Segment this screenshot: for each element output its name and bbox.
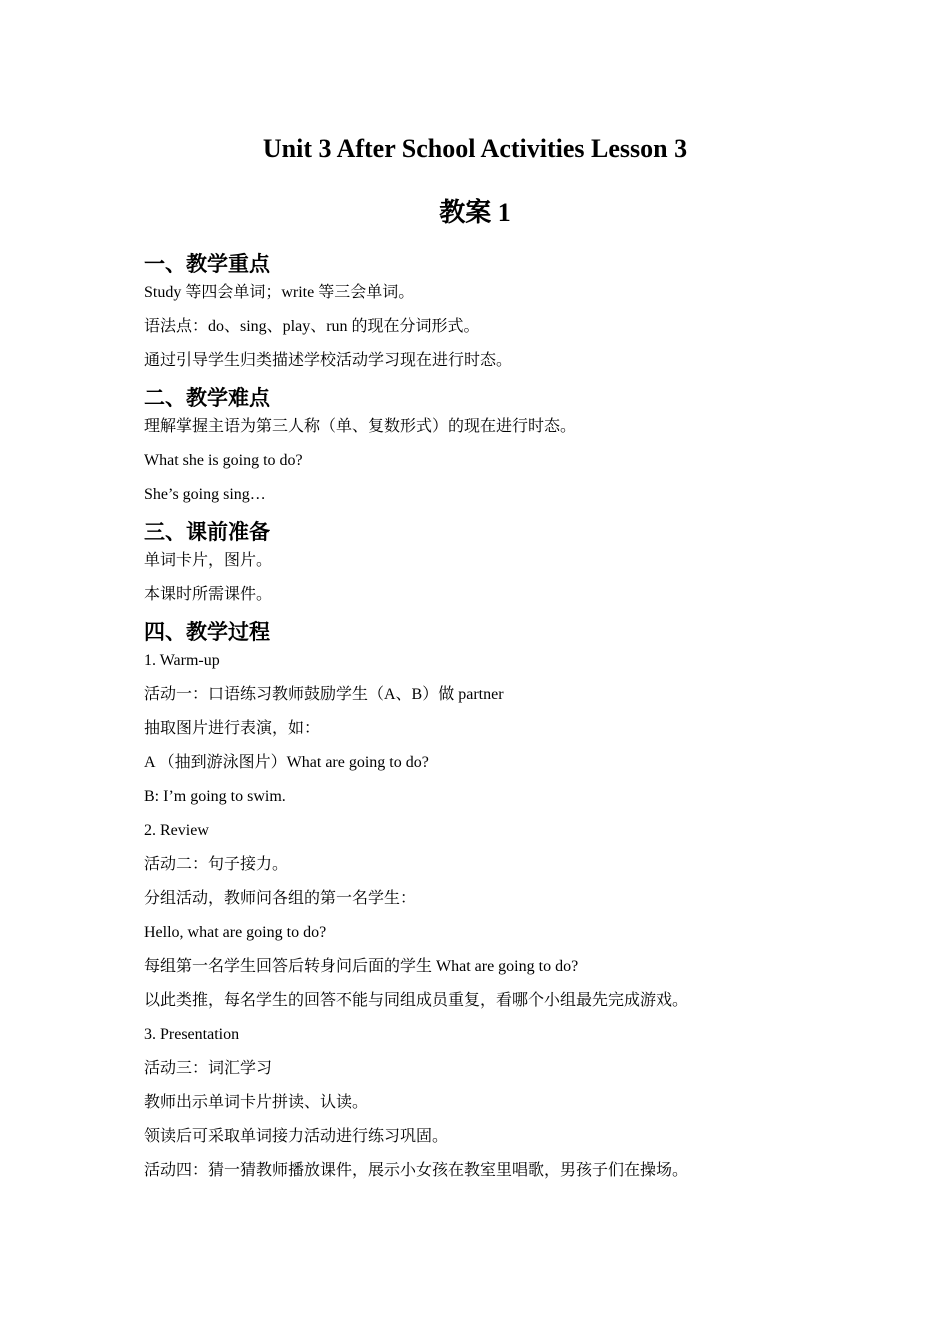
paragraph: 活动三：词汇学习: [144, 1060, 273, 1077]
paragraph: 活动二：句子接力。: [144, 856, 289, 873]
paragraph: A （抽到游泳图片）What are going to do?: [144, 754, 429, 771]
paragraph: She’s going sing…: [144, 486, 266, 503]
paragraph: B: I’m going to swim.: [144, 788, 286, 805]
section-preparation: [144, 518, 844, 606]
paragraph: 语法点：do、sing、play、run 的现在分词形式。: [144, 318, 480, 335]
section-teaching-focus: [144, 250, 844, 372]
document-title: Unit 3 After School Activities Lesson 3: [262, 134, 688, 163]
paragraph: 以此类推，每名学生的回答不能与同组成员重复，看哪个小组最先完成游戏。: [144, 992, 689, 1009]
paragraph: 理解掌握主语为第三人称（单、复数形式）的现在进行时态。: [144, 418, 577, 435]
section-teaching-process: [144, 618, 844, 1182]
paragraph: What she is going to do?: [144, 452, 303, 469]
document-subtitle: 教案 1: [439, 198, 511, 227]
paragraph: 每组第一名学生回答后转身问后面的学生 What are going to do?: [144, 958, 579, 975]
paragraph: 1. Warm-up: [144, 652, 220, 669]
paragraph: 3. Presentation: [144, 1026, 240, 1043]
section-heading: 四、教学过程: [144, 620, 270, 644]
section-heading: 三、课前准备: [144, 520, 270, 544]
paragraph: 本课时所需课件。: [144, 586, 273, 603]
document-body: [144, 250, 844, 1194]
paragraph: 分组活动，教师问各组的第一名学生：: [144, 890, 417, 907]
paragraph: 2. Review: [144, 822, 209, 839]
section-heading: 一、教学重点: [144, 252, 270, 276]
paragraph: 活动四：猜一猜教师播放课件，展示小女孩在教室里唱歌，男孩子们在操场。: [144, 1162, 689, 1179]
section-teaching-difficulty: [144, 384, 844, 506]
paragraph: 活动一：口语练习教师鼓励学生（A、B）做 partner: [144, 686, 504, 703]
section-heading: 二、教学难点: [144, 386, 270, 410]
paragraph: Study 等四会单词；write 等三会单词。: [144, 284, 415, 301]
paragraph: 领读后可采取单词接力活动进行练习巩固。: [144, 1128, 449, 1145]
paragraph: 教师出示单词卡片拼读、认读。: [144, 1094, 369, 1111]
paragraph: 抽取图片进行表演，如：: [144, 720, 321, 737]
paragraph: 单词卡片，图片。: [144, 552, 273, 569]
paragraph: 通过引导学生归类描述学校活动学习现在进行时态。: [144, 352, 513, 369]
paragraph: Hello, what are going to do?: [144, 924, 327, 941]
